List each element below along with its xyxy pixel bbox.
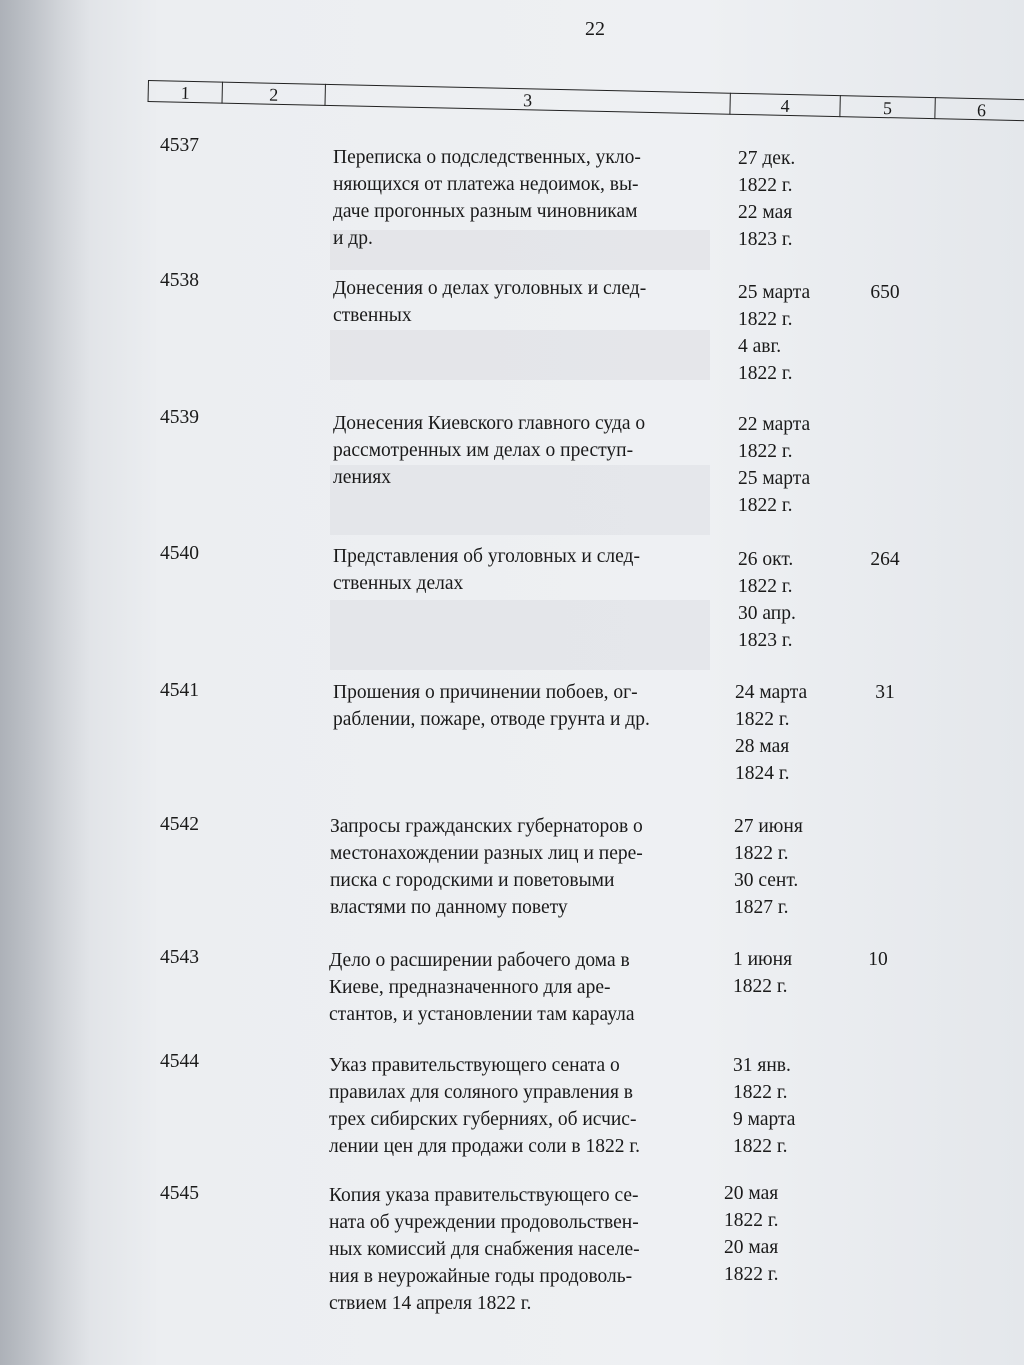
bleed-through (330, 330, 710, 380)
date-line: 1822 г. (733, 976, 788, 997)
entry-title (333, 275, 723, 329)
title-line: Дело о расширении рабочего дома в (329, 950, 630, 971)
date-line: 22 мая (738, 202, 793, 223)
date-line: 27 дек. (738, 148, 796, 169)
title-line: трех сибирских губерниях, об исчис- (329, 1109, 637, 1130)
bleed-through (330, 600, 710, 670)
column-header-row (147, 80, 1024, 125)
entry-dates (735, 679, 835, 787)
title-line: Переписка о подследственных, укло- (333, 147, 641, 168)
title-line: ствием 14 апреля 1822 г. (329, 1293, 532, 1314)
title-line: даче прогонных разным чиновникам (333, 201, 638, 222)
date-line: 1823 г. (738, 229, 793, 250)
date-line: 1822 г. (738, 495, 793, 516)
date-line: 26 окт. (738, 549, 794, 570)
title-line: лении цен для продажи соли в 1822 г. (329, 1136, 641, 1157)
title-line: Киеве, предназначенного для аре- (329, 977, 611, 998)
entry-sheets: 10 (868, 949, 888, 970)
title-line: няющихся от платежа недоимок, вы- (333, 174, 639, 195)
title-line: властями по данному повету (330, 897, 568, 918)
title-line: ственных (333, 305, 412, 326)
date-line: 1822 г. (738, 363, 793, 384)
entry-number: 4539 (160, 407, 199, 428)
date-line: 22 марта (738, 414, 811, 435)
date-line: 1 июня (733, 949, 793, 970)
header-col-6: 6 (934, 97, 1024, 121)
entry-dates (734, 813, 834, 921)
date-line: 1823 г. (738, 630, 793, 651)
entry-sheets: 31 (875, 682, 895, 703)
entry-title (329, 1182, 719, 1317)
entry-dates (738, 546, 838, 654)
entry-dates (733, 1052, 833, 1160)
date-line: 1827 г. (734, 897, 789, 918)
title-line: местонахождении разных лиц и пере- (330, 843, 643, 864)
date-line: 9 марта (733, 1109, 796, 1130)
title-line: Донесения о делах уголовных и след- (333, 278, 647, 299)
header-col-3: 3 (324, 84, 729, 115)
entry-title (329, 1052, 719, 1160)
title-line: ственных делах (333, 573, 464, 594)
entry-dates (738, 279, 838, 387)
entry-number: 4544 (160, 1051, 199, 1072)
entry-sheets: 650 (870, 282, 900, 303)
title-line: Донесения Киевского главного суда о (333, 413, 646, 434)
entry-number: 4540 (160, 543, 199, 564)
header-col-2: 2 (222, 82, 325, 106)
header-col-1: 1 (148, 80, 222, 104)
entry-number: 4543 (160, 947, 199, 968)
date-line: 30 апр. (738, 603, 796, 624)
header-col-5: 5 (839, 95, 934, 119)
date-line: 24 марта (735, 682, 808, 703)
date-line: 1824 г. (735, 763, 790, 784)
date-line: 20 мая (724, 1237, 779, 1258)
entry-title (333, 543, 723, 597)
title-line: раблении, пожаре, отводе грунта и др. (333, 709, 650, 730)
entry-dates (738, 145, 838, 253)
date-line: 25 марта (738, 468, 811, 489)
date-line: 1822 г. (733, 1082, 788, 1103)
entry-title (330, 813, 720, 921)
title-line: правилах для соляного управления в (329, 1082, 634, 1103)
date-line: 27 июня (734, 816, 803, 837)
entry-dates (724, 1180, 824, 1288)
title-line: Запросы гражданских губернаторов о (330, 816, 643, 837)
title-line: Прошения о причинении побоев, ог- (333, 682, 638, 703)
page-number: 22 (585, 18, 605, 40)
binding-shadow (0, 0, 90, 1365)
entry-dates (733, 946, 833, 1000)
date-line: 30 сент. (734, 870, 799, 891)
title-line: ных комиссий для снабжения населе- (329, 1239, 640, 1260)
date-line: 1822 г. (738, 309, 793, 330)
date-line: 1822 г. (724, 1210, 779, 1231)
entry-title (329, 947, 719, 1028)
date-line: 1822 г. (738, 175, 793, 196)
date-line: 1822 г. (738, 576, 793, 597)
entry-sheets: 264 (870, 549, 900, 570)
entry-title (333, 144, 723, 252)
date-line: 1822 г. (735, 709, 790, 730)
date-line: 1822 г. (724, 1264, 779, 1285)
date-line: 4 авг. (738, 336, 782, 357)
entry-number: 4537 (160, 135, 199, 156)
title-line: писка с городскими и поветовыми (330, 870, 615, 891)
date-line: 31 янв. (733, 1055, 791, 1076)
title-line: лениях (333, 467, 391, 488)
header-col-4: 4 (729, 93, 839, 117)
title-line: и др. (333, 228, 373, 249)
title-line: ния в неурожайные годы продоволь- (329, 1266, 633, 1287)
entry-number: 4542 (160, 814, 199, 835)
date-line: 1822 г. (734, 843, 789, 864)
date-line: 1822 г. (733, 1136, 788, 1157)
entry-number: 4538 (160, 270, 199, 291)
entry-number: 4541 (160, 680, 199, 701)
entry-title (333, 410, 723, 491)
date-line: 20 мая (724, 1183, 779, 1204)
date-line: 25 марта (738, 282, 811, 303)
entry-number: 4545 (160, 1183, 199, 1204)
title-line: Указ правительствующего сената о (329, 1055, 620, 1076)
title-line: стантов, и установлении там караула (329, 1004, 635, 1025)
entry-title (333, 679, 723, 733)
date-line: 28 мая (735, 736, 790, 757)
entry-dates (738, 411, 838, 519)
title-line: Копия указа правительствующего се- (329, 1185, 639, 1206)
title-line: Представления об уголовных и след- (333, 546, 640, 567)
date-line: 1822 г. (738, 441, 793, 462)
title-line: ната об учреждении продовольствен- (329, 1212, 639, 1233)
title-line: рассмотренных им делах о преступ- (333, 440, 634, 461)
